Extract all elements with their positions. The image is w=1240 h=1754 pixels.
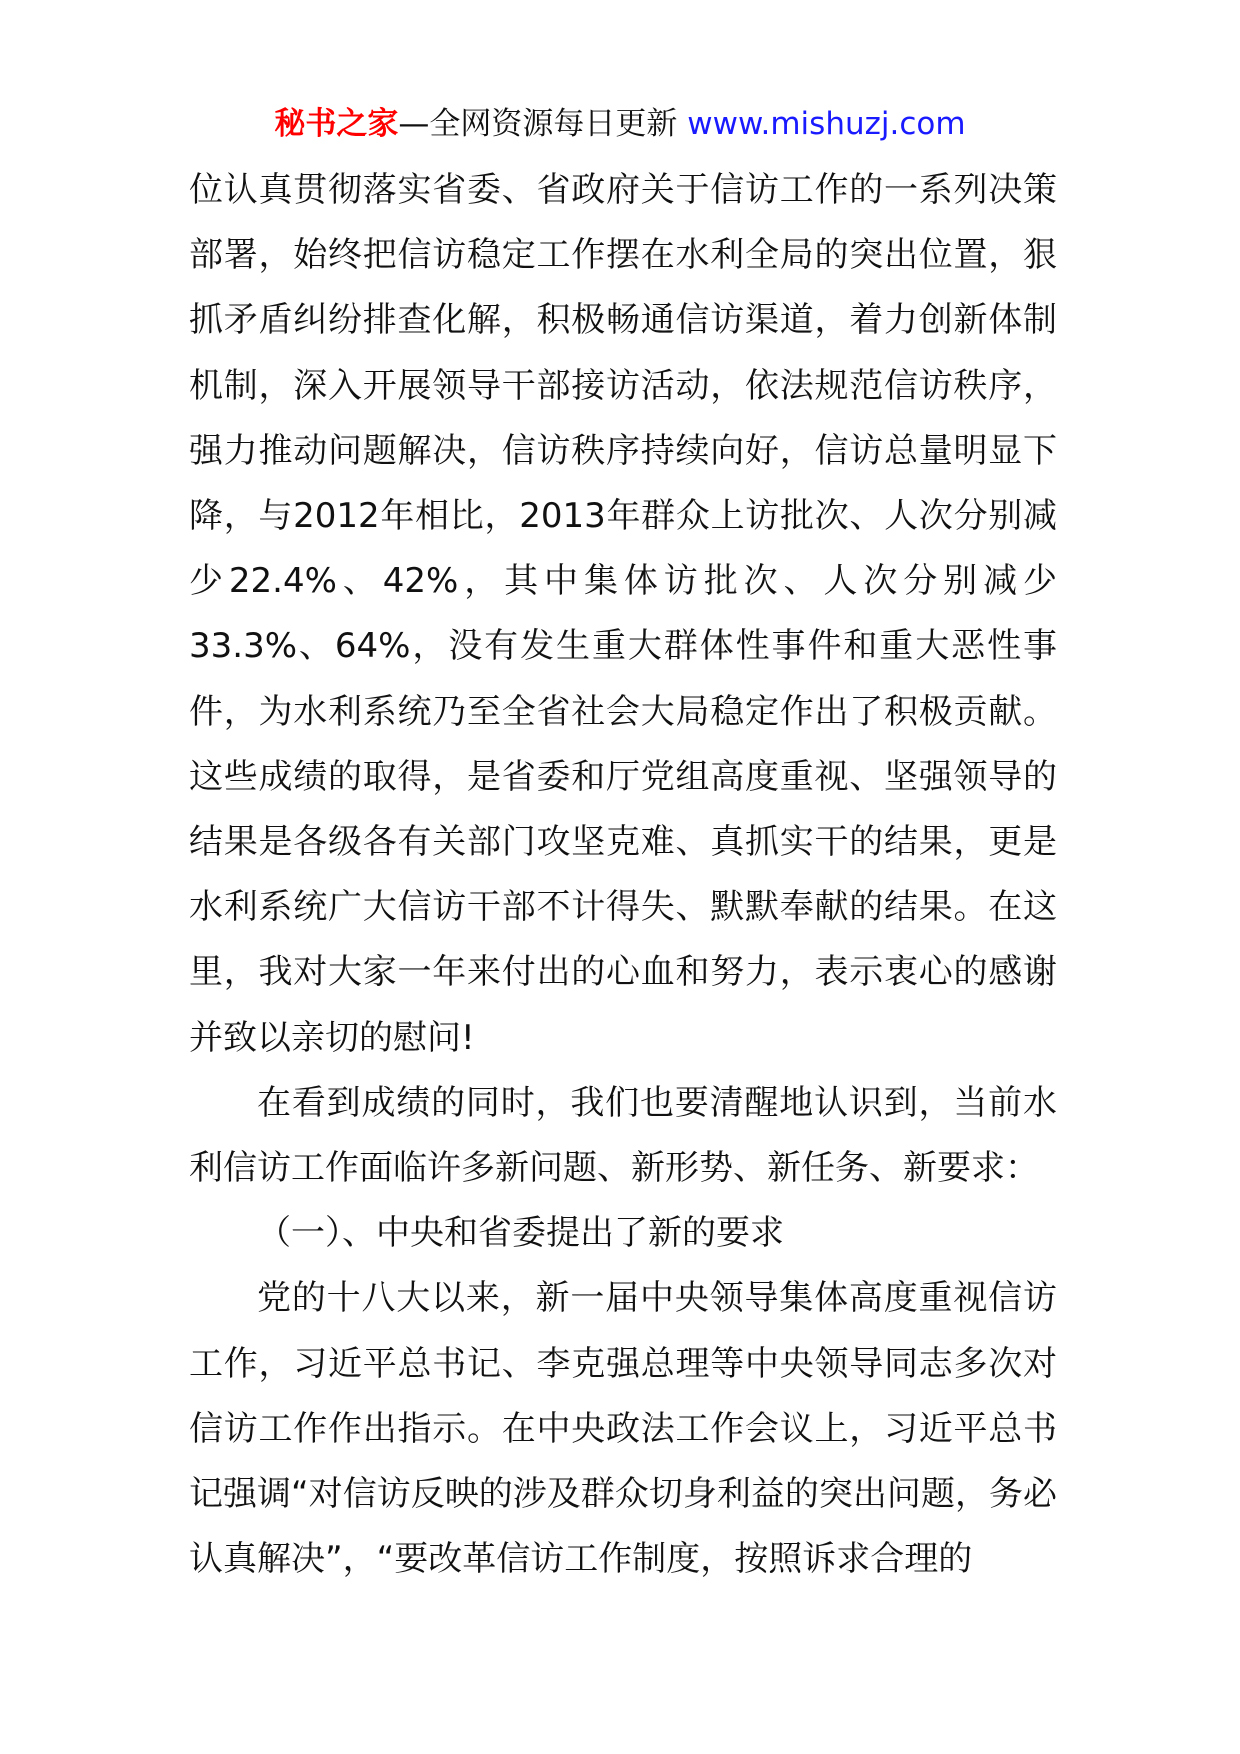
paragraph-achievements: 位认真贯彻落实省委、省政府关于信访工作的一系列决策部署，始终把信访稳定工作摆在水利全局的突出位置，狠抓矛盾纠纷排查化解，积极畅通信访渠道，着力创新体制机制，深入开展领导干部接访活动，依法规范信访秩序，强力推动问题解决，信访秩序持续向好，信访总量明显下降，与2012年相比，2013年群众上访批次、人次分别减少22.4%、42%，其中集体访批次、人次分别减少33.3%、64%，没有发生重大群体性事件和重大恶性事件，为水利系统乃至全省社会大局稳定作出了积极贡献。这些成绩的取得，是省委和厅党组高度重视、坚强领导的结果是各级各有关部门攻坚克难、真抓实干的结果，更是水利系统广大信访干部不计得失、默默奉献的结果。在这里，我对大家一年来付出的心血和努力，表示衷心的感谢并致以亲切的慰问! (189, 170, 1057, 1058)
document-body (189, 158, 1057, 1592)
page-header (0, 100, 1240, 148)
header-site-link[interactable]: www.mishuzj.com (687, 106, 966, 142)
paragraph-challenges: 在看到成绩的同时，我们也要清醒地认识到，当前水利信访工作面临许多新问题、新形势、新任务、新要求： (189, 1082, 1057, 1189)
header-tagline: —全网资源每日更新 (398, 106, 678, 142)
section-heading-1: （一）、中央和省委提出了新的要求 (257, 1213, 784, 1254)
paragraph-central-requirements: 党的十八大以来，新一届中央领导集体高度重视信访工作，习近平总书记、李克强总理等中央领导同志多次对信访工作作出指示。在中央政法工作会议上，习近平总书记强调“对信访反映的涉及群众切身利益的突出问题，务必认真解决”，“要改革信访工作制度，按照诉求合理的 (189, 1278, 1057, 1580)
header-brand: 秘书之家 (274, 106, 399, 142)
